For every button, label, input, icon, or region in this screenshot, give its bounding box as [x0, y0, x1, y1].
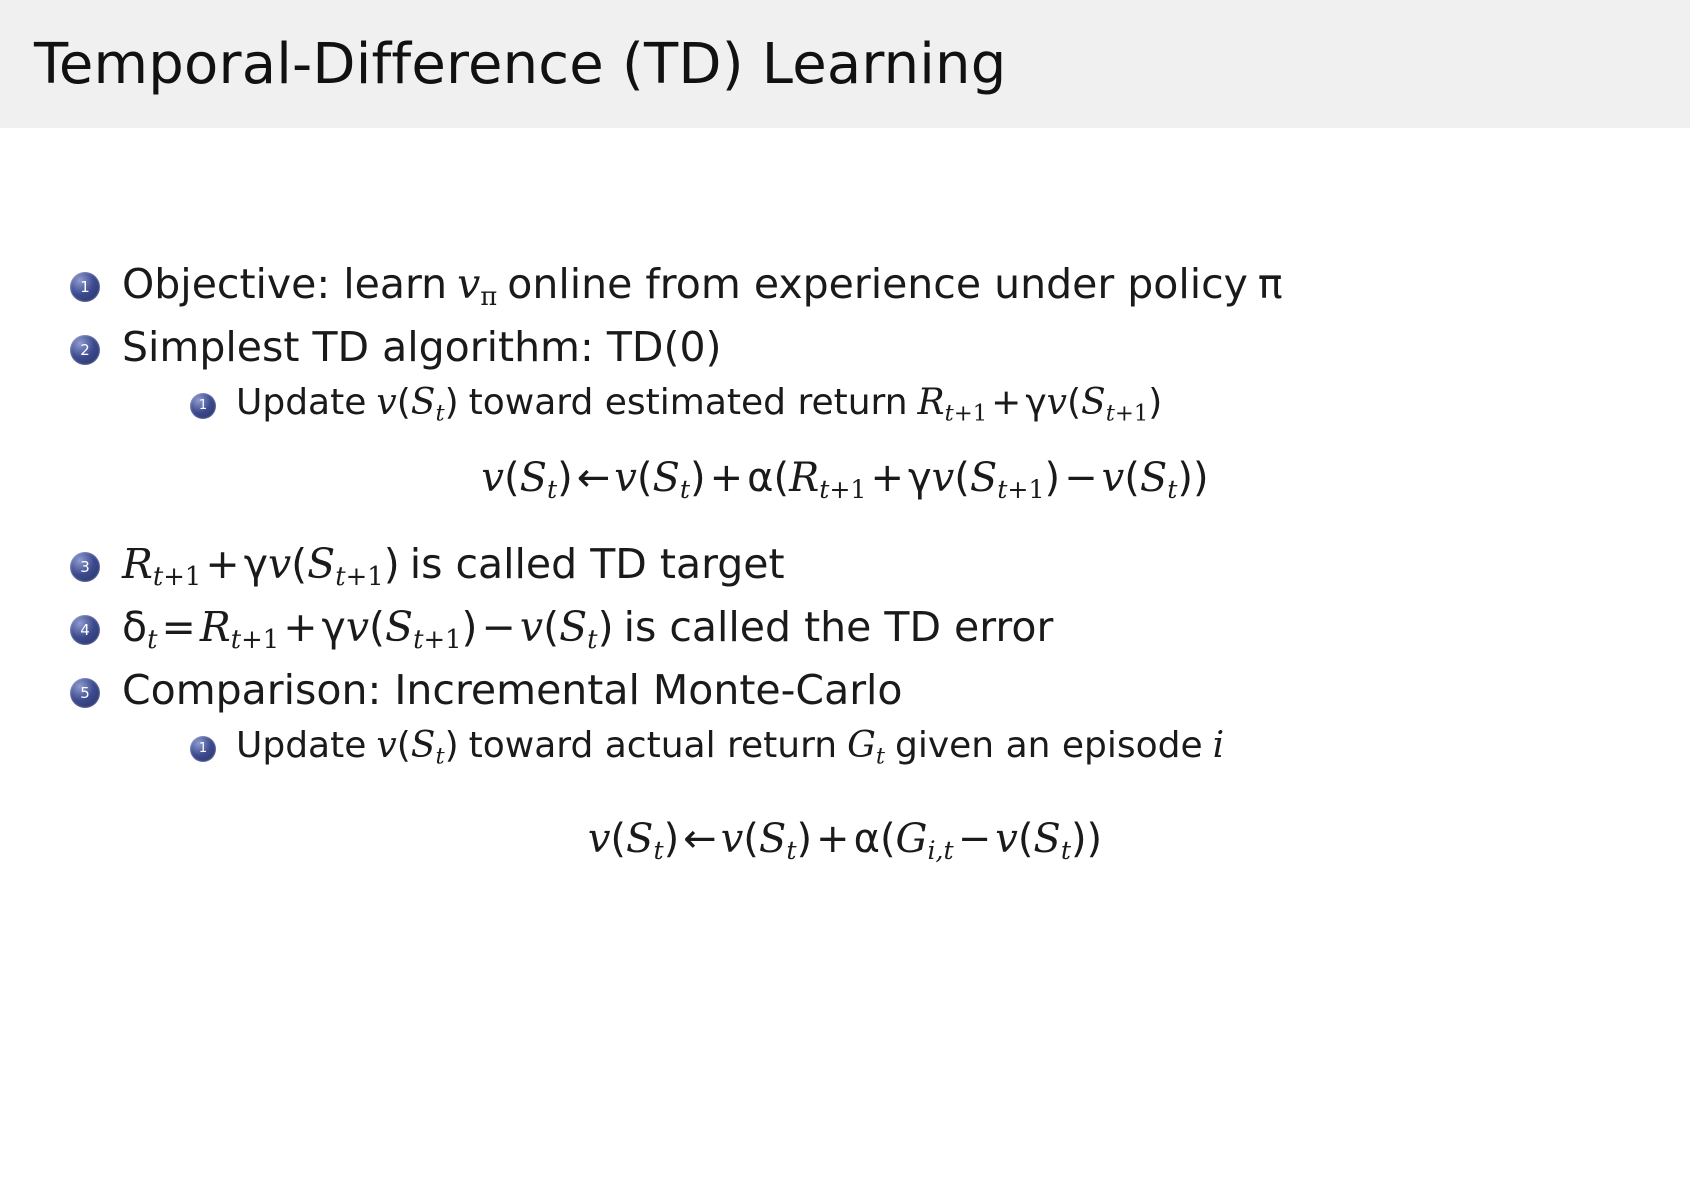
- page-title: Temporal-Difference (TD) Learning: [34, 31, 1007, 97]
- sub-list-item-update-actual: [0, 723, 1690, 772]
- equation-mc-update-row: [0, 816, 1690, 865]
- toward-actual-return-label: toward actual return: [468, 724, 838, 766]
- sub-list-item-text: Update $v(S_t)$ toward actual return $G_t$ given an episode i: [236, 724, 1225, 770]
- sub-list-item-update-estimated: [0, 380, 1690, 429]
- td-error-label: is called the TD error: [623, 602, 1054, 651]
- objective-prefix: Objective: learn: [122, 260, 448, 308]
- list-item-simplest-td: [0, 321, 1690, 374]
- bullet-number-icon: 2: [70, 335, 100, 365]
- bullet-number-icon: 3: [70, 552, 100, 582]
- list-item-text: $\delta_t=R_{t+1}+\gamma v(S_{t+1})-v(S_t)$ is called the TD error: [122, 602, 1054, 655]
- update-label: Update: [236, 382, 367, 424]
- equation-td-update-row: [0, 455, 1690, 504]
- list-item-td-target: [0, 538, 1690, 595]
- sub-list-item-text: Update $v(S_t)$ toward estimated return $R_{t+1} + \gamma v(S_{t+1})$: [236, 382, 1163, 427]
- list-item-text: Objective: learn $v_\pi$ online from experience under policy π: [122, 260, 1283, 313]
- list-item-objective: [0, 258, 1690, 315]
- list-item-comparison: [0, 664, 1690, 717]
- enumerated-list: [0, 128, 1690, 865]
- given-episode-label: given an episode: [895, 724, 1203, 766]
- equation-td-update: $v(S_t)$ ← $v(S_t) + \alpha(R_{t+1} + \gamma v(S_{t+1}) - v(S_t))$: [481, 454, 1209, 504]
- list-item-td-error: [0, 601, 1690, 658]
- bullet-number-icon: 5: [70, 678, 100, 708]
- td-target-label: is called TD target: [409, 539, 785, 588]
- bullet-number-icon: 1: [70, 272, 100, 302]
- update-label: Update: [236, 724, 367, 766]
- sub-bullet-number-icon: 1: [190, 736, 216, 762]
- toward-estimated-return-label: toward estimated return: [468, 382, 908, 424]
- equation-mc-update: $v(S_t)$ ← $v(S_t) + \alpha(G_{i,t} - v(S_t))$: [587, 815, 1103, 865]
- objective-middle: online from experience under policy: [507, 260, 1248, 308]
- list-item-text: $R_{t+1}+\gamma v(S_{t+1})$ is called TD target: [122, 539, 785, 593]
- list-item-text: Comparison: Incremental Monte-Carlo: [122, 665, 903, 714]
- slide-content: [0, 128, 1690, 865]
- bullet-number-icon: 4: [70, 615, 100, 645]
- sub-bullet-number-icon: 1: [190, 393, 216, 419]
- list-item-text: Simplest TD algorithm: TD(0): [122, 322, 722, 371]
- slide-title-bar: [0, 0, 1690, 128]
